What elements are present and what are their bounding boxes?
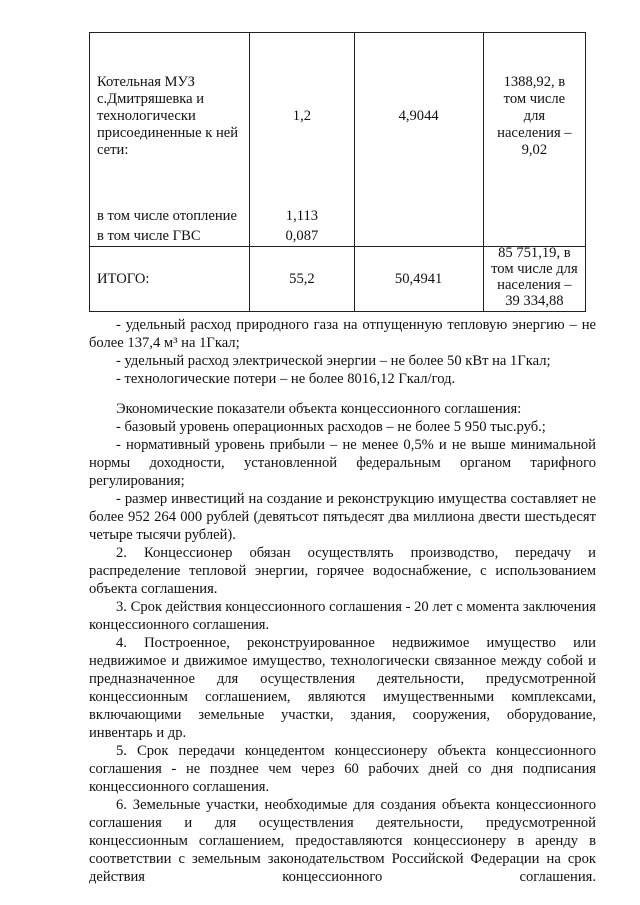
table-cell-name	[90, 33, 250, 247]
total-label: ИТОГО:	[97, 271, 150, 287]
cost-value	[484, 74, 585, 159]
table-cell-power	[250, 33, 354, 247]
paragraph-item-4: 4. Построенное, реконструированное недвижимое имущество или недвижимое и движимое имущество, технологически связанное между собой и предназначенное для осуществления деятельности, предусмотренной концессионным соглашением, являются имущественными комплексами, включающими земельные участки, здания, сооружения, оборудование, инвентарь и др.	[89, 635, 596, 741]
total-output-cell	[354, 247, 483, 312]
table-cell-cost	[483, 33, 585, 247]
power-value: 1,2	[292, 108, 312, 124]
sub-value-hot-water: 0,087	[285, 228, 319, 244]
facility-name-line: Котельная МУЗ	[97, 74, 195, 90]
facility-name	[97, 74, 247, 159]
table-row-total	[90, 247, 586, 312]
concession-table	[89, 32, 586, 312]
total-cost-line: 39 334,88	[505, 293, 564, 309]
sub-label-hot-water: в том числе ГВС	[97, 228, 201, 244]
facility-name-line: сети:	[97, 142, 129, 158]
document-body	[89, 316, 596, 886]
cost-line: 9,02	[521, 142, 548, 158]
paragraph-gas-consumption: - удельный расход природного газа на отпущенную тепловую энергию – не более 137,4 м³ на 1Гкал;	[89, 317, 596, 351]
sub-label-heating: в том числе отопление	[97, 208, 237, 224]
facility-name-line: технологически	[97, 108, 196, 124]
total-label-cell	[90, 247, 250, 312]
table-row	[90, 33, 586, 247]
total-output: 50,4941	[394, 271, 443, 287]
total-power: 55,2	[289, 271, 315, 287]
paragraph-economic-heading: Экономические показатели объекта концессионного соглашения:	[116, 401, 522, 417]
paragraph-profit: - нормативный уровень прибыли – не менее 0,5% и не выше минимальной нормы доходности, установленной федеральным органом тарифного регулирования;	[89, 437, 596, 489]
output-value: 4,9044	[398, 108, 439, 124]
total-cost	[484, 245, 585, 309]
total-cost-line: том числе для	[491, 261, 578, 277]
paragraph-item-5: 5. Срок передачи концедентом концессионеру объекта концессионного соглашения - не позднее чем через 60 рабочих дней со дня подписания концессионного соглашения.	[89, 743, 596, 795]
facility-name-line: присоединенные к ней	[97, 125, 239, 141]
paragraph-investment: - размер инвестиций на создание и реконструкцию имущества составляет не более 952 264 000 рублей (девятьсот пятьдесят два миллиона двести шестьдесят четыре тысячи рублей).	[89, 491, 596, 543]
paragraph-operating-costs: - базовый уровень операционных расходов – не более 5 950 тыс.руб.;	[116, 419, 546, 435]
total-cost-line: населения –	[497, 277, 572, 293]
paragraph-item-2: 2. Концессионер обязан осуществлять производство, передачу и распределение тепловой энергии, горячее водоснабжение, с использованием объекта соглашения.	[89, 545, 596, 597]
cost-line: 1388,92, в	[503, 74, 566, 90]
table-cell-output	[354, 33, 483, 247]
sub-value-heating: 1,113	[285, 208, 319, 224]
paragraph-electricity: - удельный расход электрической энергии – не более 50 кВт на 1Гкал;	[116, 353, 551, 369]
total-cost-line: 85 751,19, в	[498, 245, 571, 261]
paragraph-item-3: 3. Срок действия концессионного соглашения - 20 лет с момента заключения концессионного соглашения.	[89, 599, 596, 633]
cost-line: населения –	[497, 125, 572, 141]
facility-name-line: с.Дмитряшевка и	[97, 91, 205, 107]
paragraph-item-6: 6. Земельные участки, необходимые для создания объекта концессионного соглашения и для осуществления деятельности, предусмотренной концессионным соглашением, предоставляются концессионеру в аренду в соответствии с земельным законодательством Российской Федерации на срок действия концессионного соглашения.	[89, 797, 596, 885]
cost-line: для	[523, 108, 546, 124]
total-cost-cell	[483, 247, 585, 312]
paragraph-losses: - технологические потери – не более 8016,12 Гкал/год.	[116, 371, 456, 387]
cost-line: том числе	[503, 91, 566, 107]
total-power-cell	[250, 247, 354, 312]
